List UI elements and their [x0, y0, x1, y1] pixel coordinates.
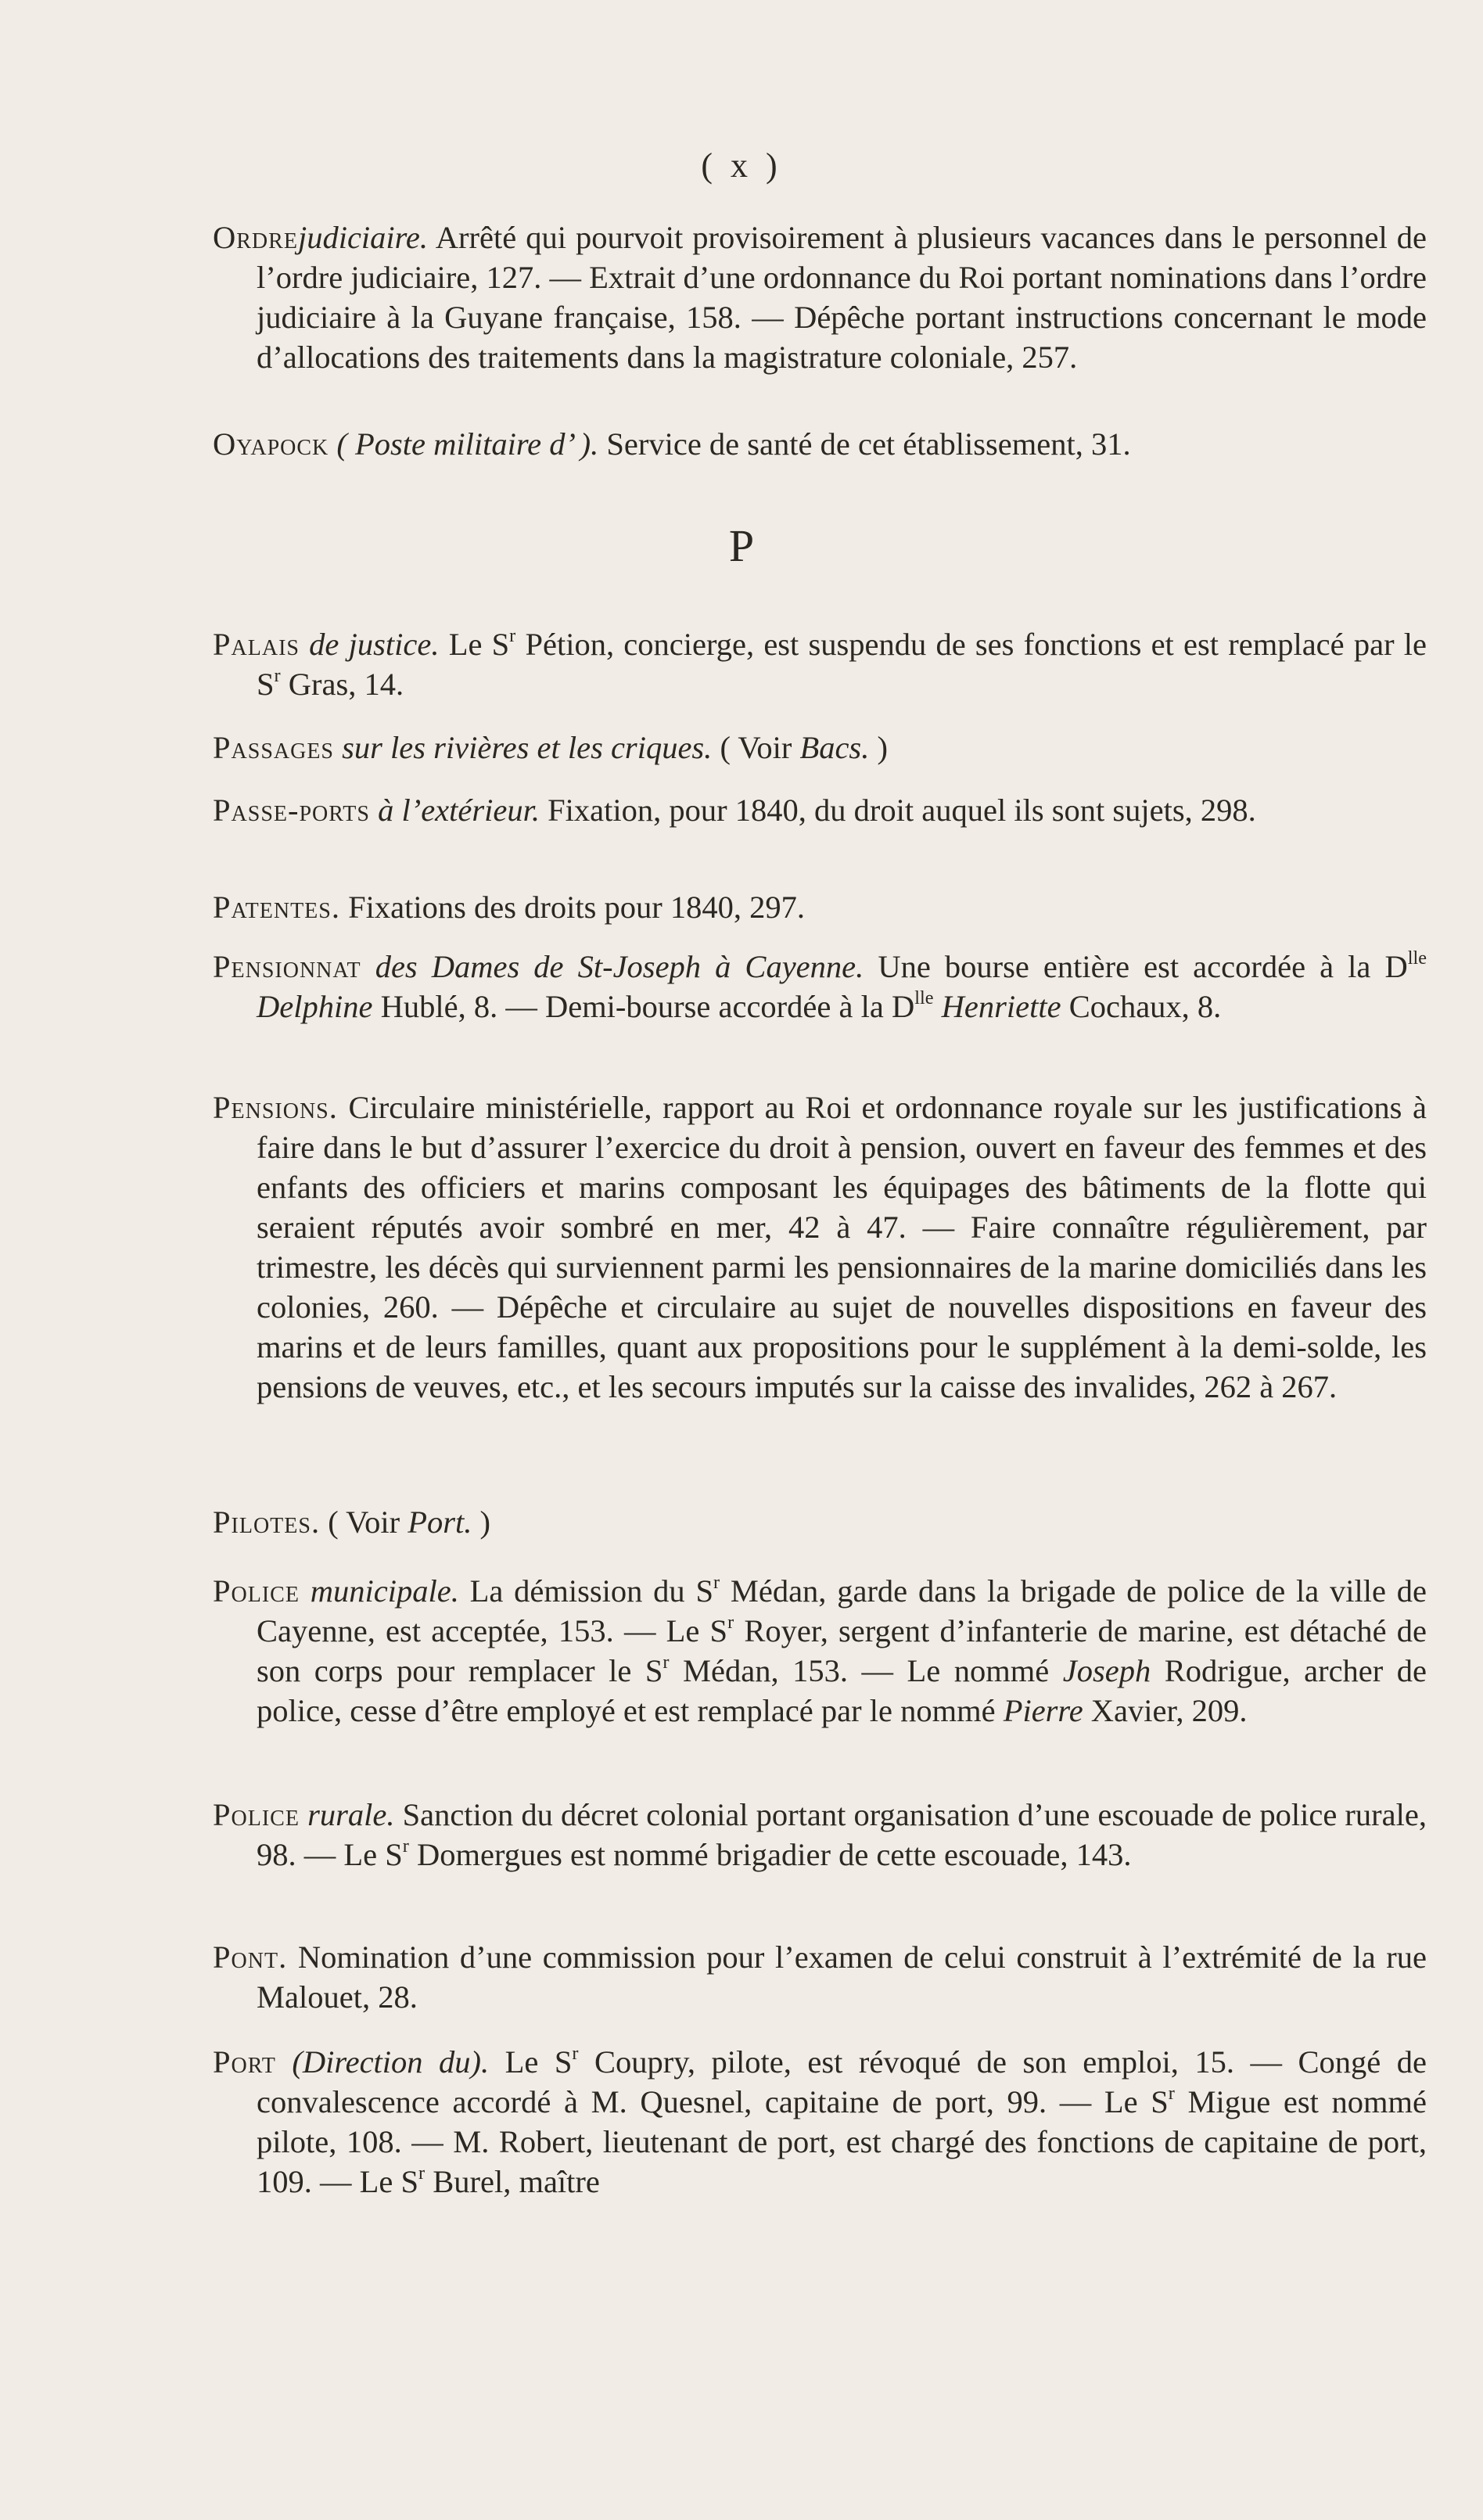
entry-passe-ports	[213, 790, 1427, 830]
superscript-abbr: lle	[1407, 947, 1427, 969]
person-first-name: Delphine	[257, 989, 373, 1024]
superscript-abbr: r	[509, 625, 516, 646]
entry-heading: Ordre	[213, 220, 298, 255]
entry-body-part: Médan, garde dans la brigade de police de la ville de Cayenne, est acceptée, 153. — Le S	[257, 1573, 1427, 1648]
person-first-name: Joseph	[1049, 1653, 1151, 1688]
entry-heading: Pensions.	[213, 1090, 338, 1125]
entry-body-part: Domergues est nommé brigadier de cette escouade, 143.	[408, 1837, 1132, 1872]
entry-heading: Port	[213, 2044, 276, 2080]
superscript-abbr: r	[663, 1652, 670, 1673]
entry-heading: Pensionnat	[213, 949, 361, 984]
entry-pensionnat	[213, 947, 1427, 1026]
entry-police-rurale	[213, 1795, 1427, 1875]
entry-patentes	[213, 887, 1427, 927]
entry-body-part: Migue est nommé pilote, 108. — M. Robert, lieutenant de port, est chargé des fonctions de capitaine de port, 109. — Le S	[257, 2084, 1427, 2199]
entry-body: Nomination d’une commission pour l’examen de celui construit à l’extrémité de la rue Malouet, 28.	[257, 1939, 1427, 2015]
entry-qualifier: des Dames de St-Joseph à Cayenne.	[361, 949, 864, 984]
entry-oyapock	[213, 424, 1427, 464]
entry-ordre-judiciaire	[213, 217, 1427, 377]
entry-heading: Police	[213, 1573, 300, 1609]
entry-body-part: Pétion, concierge, est suspendu de ses fonctions et est remplacé par le S	[257, 627, 1427, 702]
entry-heading: Pont.	[213, 1939, 288, 1975]
entry-body-part: ( Voir	[320, 1504, 408, 1540]
entry-qualifier: judiciaire.	[297, 220, 429, 255]
entry-port	[213, 2042, 1427, 2202]
entry-qualifier: de justice.	[299, 627, 440, 662]
entry-qualifier: sur les rivières et les criques.	[334, 730, 713, 765]
page-number-header: ( x )	[701, 146, 782, 185]
entry-body-part: Royer, sergent d’infanterie de marine, est détaché de son corps pour remplacer le S	[257, 1613, 1427, 1688]
entry-pensions	[213, 1087, 1427, 1407]
entry-body: Arrêté qui pourvoit provisoirement à plusieurs vacances dans le personnel de l’ordre judiciaire, 127. — Extrait d’une ordonnance du Roi portant nominations dans l’ordre judiciaire à la Guyane française, 158. — Dépêche portant instructions concernant le mode d’allocations des traitements dans la magistrature coloniale, 257.	[257, 220, 1427, 375]
entry-pilotes	[213, 1502, 1427, 1542]
entry-body: Fixations des droits pour 1840, 297.	[339, 890, 805, 925]
superscript-abbr: r	[1168, 2083, 1175, 2104]
entry-passages	[213, 728, 1427, 768]
entry-body: Fixation, pour 1840, du droit auquel ils sont sujets, 298.	[540, 793, 1256, 828]
entry-qualifier: municipale.	[299, 1573, 459, 1609]
superscript-abbr: r	[713, 1572, 720, 1593]
entry-heading: Pilotes.	[213, 1504, 321, 1540]
entry-police-municipale	[213, 1571, 1427, 1731]
superscript-abbr: r	[572, 2043, 579, 2064]
entry-palais-de-justice	[213, 624, 1427, 704]
entry-qualifier: à l’extérieur.	[369, 793, 540, 828]
entry-body-part: Hublé, 8. — Demi-bourse accordée à la D	[372, 989, 915, 1024]
entry-heading: Palais	[213, 627, 300, 662]
entry-body-part: Sanction du décret colonial portant organisation d’une escouade de police rurale, 98. — Le S	[257, 1797, 1427, 1872]
entry-body-part: La démission du S	[458, 1573, 713, 1609]
entry-heading: Patentes.	[213, 890, 340, 925]
entry-body-part: Le S	[439, 627, 510, 662]
entry-heading: Passe-ports	[213, 793, 370, 828]
entry-body: Circulaire ministérielle, rapport au Roi et ordonnance royale sur les justifications à faire dans le but d’assurer l’exercice du droit à pension, ouvert en faveur des femmes et des enfants des officiers et marins composant les équipages des bâtiments de la flotte qui seraient réputés avoir sombré en mer, 42 à 47. — Faire connaître régulièrement, par trimestre, les décès qui surviennent parmi les pensionnaires de la marine domiciliés dans les colonies, 260. — Dépêche et circulaire au sujet de nouvelles dispositions en faveur des marins et de leurs familles, quant aux propositions pour le supplément à la demi-solde, les pensions de veuves, etc., et les secours imputés sur la caisse des invalides, 262 à 267.	[257, 1090, 1427, 1404]
entry-body-part: Coupry, pilote, est révoqué de son emploi, 15. — Congé de convalescence accordé à M. Quesnel, capitaine de port, 99. — Le S	[257, 2044, 1427, 2119]
cross-reference: Bacs.	[799, 730, 870, 765]
entry-heading: Oyapock	[213, 426, 329, 462]
entry-body-part: Une bourse entière est accordée à la D	[864, 949, 1408, 984]
superscript-abbr: r	[418, 2162, 426, 2184]
entry-body-part: )	[869, 730, 888, 765]
entry-body-part: Médan, 153. — Le nommé	[669, 1653, 1050, 1688]
entry-body-part: )	[472, 1504, 490, 1540]
superscript-abbr: r	[274, 665, 281, 686]
entry-pont	[213, 1937, 1427, 2017]
entry-body-part: Xavier, 209.	[1083, 1693, 1248, 1728]
entry-qualifier: (Direction du).	[275, 2044, 490, 2080]
section-letter: P	[728, 520, 755, 571]
entry-qualifier: rurale.	[299, 1797, 395, 1832]
superscript-abbr: lle	[914, 987, 934, 1008]
entry-heading: Police	[213, 1797, 300, 1832]
cross-reference: Port.	[408, 1504, 472, 1540]
entry-body-part: Le S	[489, 2044, 573, 2080]
person-first-name: Henriette	[933, 989, 1061, 1024]
entry-heading: Passages	[213, 730, 335, 765]
entry-body-part: Burel, maître	[425, 2164, 600, 2199]
superscript-abbr: r	[402, 1835, 409, 1857]
entry-body-part: Rodrigue, archer de police, cesse d’être employé et est remplacé par le nommé	[257, 1653, 1427, 1728]
entry-body-part: ( Voir	[712, 730, 800, 765]
person-first-name: Pierre	[995, 1693, 1083, 1728]
entry-body: Service de santé de cet établissement, 31.	[598, 426, 1131, 462]
entry-body-part: Gras, 14.	[280, 667, 404, 702]
entry-qualifier: ( Poste militaire d’ ).	[329, 426, 599, 462]
entry-body-part: Cochaux, 8.	[1061, 989, 1222, 1024]
superscript-abbr: r	[727, 1612, 734, 1633]
